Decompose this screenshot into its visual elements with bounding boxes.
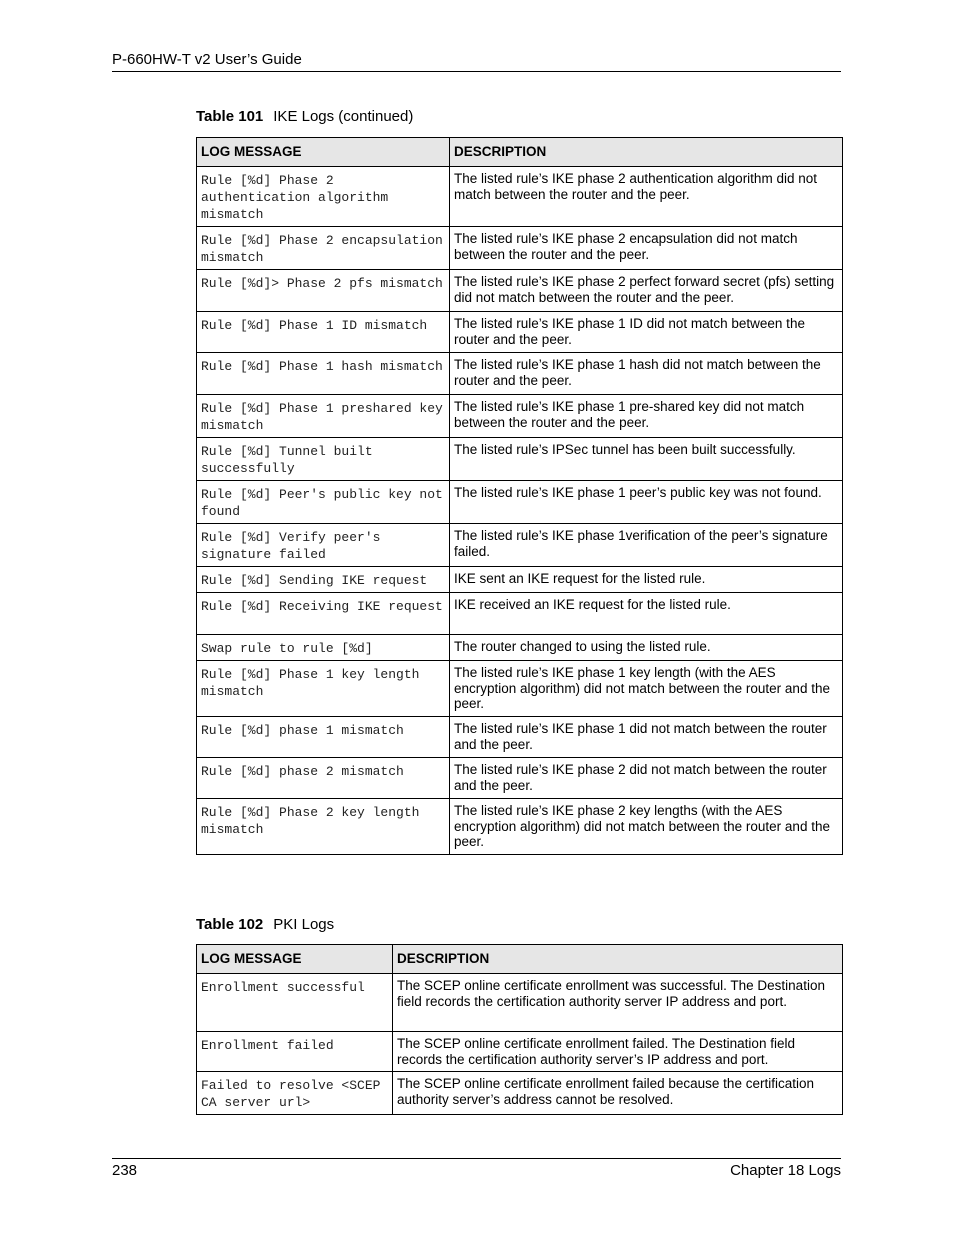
log-message-cell: Rule [%d] phase 2 mismatch [197, 758, 450, 799]
log-message-cell: Rule [%d] phase 1 mismatch [197, 717, 450, 758]
table-102-title: PKI Logs [273, 916, 335, 933]
chapter-title: Chapter 18 Logs [730, 1162, 841, 1179]
description-cell: The listed rule’s IKE phase 2 perfect forward secret (pfs) setting did not match between the router and the peer. [450, 270, 843, 312]
table-101-label: Table 101 [196, 108, 264, 125]
log-message-cell: Rule [%d] Receiving IKE request [197, 593, 450, 635]
description-cell: The listed rule’s IKE phase 2 authentication algorithm did not match between the router and the peer. [450, 167, 843, 227]
page-footer [112, 1158, 841, 1179]
table-101-caption [196, 108, 413, 125]
log-message-cell: Enrollment successful [197, 974, 393, 1032]
description-cell: The listed rule’s IKE phase 2 key lengths (with the AES encryption algorithm) did not match between the router and the peer. [450, 799, 843, 855]
description-cell: The listed rule’s IKE phase 1 key length (with the AES encryption algorithm) did not match between the router and the peer. [450, 661, 843, 717]
log-message-cell: Rule [%d] Tunnel built successfully [197, 438, 450, 481]
table-row [197, 438, 843, 481]
pki-logs-table [196, 944, 843, 1115]
log-message-cell: Rule [%d] Phase 2 key length mismatch [197, 799, 450, 855]
table-102-label: Table 102 [196, 916, 264, 933]
guide-title: P-660HW-T v2 User’s Guide [112, 51, 302, 68]
log-message-cell: Rule [%d] Phase 1 hash mismatch [197, 353, 450, 395]
description-cell: The SCEP online certificate enrollment failed. The Destination field records the certification authority server’s IP address and port. [393, 1032, 843, 1072]
column-header-description: DESCRIPTION [393, 945, 843, 974]
page-number: 238 [112, 1162, 138, 1179]
table-row [197, 312, 843, 353]
column-header-description: DESCRIPTION [450, 138, 843, 167]
table-101-title: IKE Logs (continued) [273, 108, 414, 125]
description-cell: IKE received an IKE request for the listed rule. [450, 593, 843, 635]
table-row [197, 395, 843, 438]
description-cell: The listed rule’s IKE phase 2 encapsulation did not match between the router and the peer. [450, 227, 843, 270]
table-row [197, 717, 843, 758]
log-message-cell: Rule [%d] Verify peer's signature failed [197, 524, 450, 567]
log-message-cell: Rule [%d] Phase 1 preshared key mismatch [197, 395, 450, 438]
table-header-row [197, 138, 843, 167]
table-row [197, 758, 843, 799]
page-header [112, 50, 841, 72]
log-message-cell: Rule [%d] Phase 1 ID mismatch [197, 312, 450, 353]
description-cell: The listed rule’s IKE phase 1 did not match between the router and the peer. [450, 717, 843, 758]
column-header-log-message: LOG MESSAGE [197, 945, 393, 974]
log-message-cell: Enrollment failed [197, 1032, 393, 1072]
table-row [197, 567, 843, 593]
description-cell: The listed rule’s IPSec tunnel has been built successfully. [450, 438, 843, 481]
table-row [197, 227, 843, 270]
description-cell: The listed rule’s IKE phase 1verification of the peer’s signature failed. [450, 524, 843, 567]
table-row [197, 799, 843, 855]
table-row [197, 270, 843, 312]
table-row [197, 974, 843, 1032]
table-row [197, 524, 843, 567]
table-header-row [197, 945, 843, 974]
log-message-cell: Rule [%d] Phase 2 encapsulation mismatch [197, 227, 450, 270]
table-row [197, 635, 843, 661]
ike-logs-table [196, 137, 843, 855]
column-header-log-message: LOG MESSAGE [197, 138, 450, 167]
table-row [197, 353, 843, 395]
description-cell: The listed rule’s IKE phase 1 pre-shared key did not match between the router and the peer. [450, 395, 843, 438]
log-message-cell: Rule [%d] Peer's public key not found [197, 481, 450, 524]
log-message-cell: Rule [%d] Phase 1 key length mismatch [197, 661, 450, 717]
table-row [197, 481, 843, 524]
description-cell: The router changed to using the listed rule. [450, 635, 843, 661]
log-message-cell: Swap rule to rule [%d] [197, 635, 450, 661]
description-cell: IKE sent an IKE request for the listed rule. [450, 567, 843, 593]
log-message-cell: Rule [%d] Phase 2 authentication algorithm mismatch [197, 167, 450, 227]
log-message-cell: Failed to resolve <SCEP CA server url> [197, 1072, 393, 1115]
description-cell: The SCEP online certificate enrollment was successful. The Destination field records the certification authority server IP address and port. [393, 974, 843, 1032]
log-message-cell: Rule [%d]> Phase 2 pfs mismatch [197, 270, 450, 312]
log-message-cell: Rule [%d] Sending IKE request [197, 567, 450, 593]
table-row [197, 661, 843, 717]
table-row [197, 1032, 843, 1072]
description-cell: The SCEP online certificate enrollment failed because the certification authority server’s address cannot be resolved. [393, 1072, 843, 1115]
table-row [197, 167, 843, 227]
table-102-caption [196, 916, 334, 933]
table-row [197, 593, 843, 635]
description-cell: The listed rule’s IKE phase 1 hash did not match between the router and the peer. [450, 353, 843, 395]
description-cell: The listed rule’s IKE phase 2 did not match between the router and the peer. [450, 758, 843, 799]
table-row [197, 1072, 843, 1115]
description-cell: The listed rule’s IKE phase 1 ID did not match between the router and the peer. [450, 312, 843, 353]
description-cell: The listed rule’s IKE phase 1 peer’s public key was not found. [450, 481, 843, 524]
